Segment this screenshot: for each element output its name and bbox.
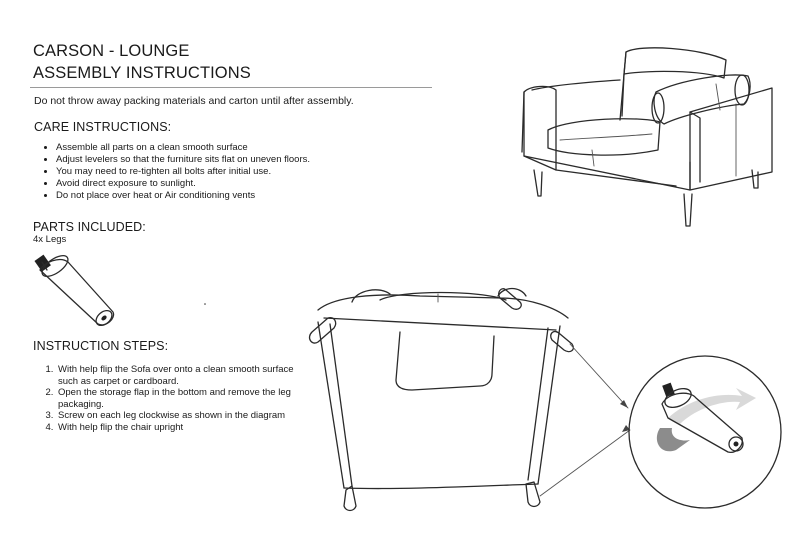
title-line-2: ASSEMBLY INSTRUCTIONS bbox=[33, 64, 251, 82]
steps-heading: INSTRUCTION STEPS: bbox=[33, 339, 169, 353]
care-item: • Avoid direct exposure to sunlight. bbox=[56, 178, 310, 190]
step-item: 2. Open the storage flap in the bottom and remove the leg packaging. bbox=[56, 387, 306, 410]
step-item: 1. With help flip the Sofa over onto a clean smooth surface such as carpet or cardboard. bbox=[56, 364, 306, 387]
packing-note: Do not throw away packing materials and carton until after assembly. bbox=[34, 95, 354, 107]
step-item: 4. With help flip the chair upright bbox=[56, 422, 306, 434]
parts-heading: PARTS INCLUDED: bbox=[33, 220, 146, 234]
care-item: • Adjust levelers so that the furniture sits flat on uneven floors. bbox=[56, 154, 310, 166]
care-item: • Assemble all parts on a clean smooth surface bbox=[56, 142, 310, 154]
care-item: • Do not place over heat or Air conditioning vents bbox=[56, 190, 310, 202]
parts-quantity: 4x Legs bbox=[33, 234, 67, 245]
title-line-1: CARSON - LOUNGE bbox=[33, 42, 190, 60]
step-item: 3. Screw on each leg clockwise as shown in the diagram bbox=[56, 410, 306, 422]
care-item: • You may need to re-tighten all bolts after initial use. bbox=[56, 166, 310, 178]
care-heading: CARE INSTRUCTIONS: bbox=[34, 120, 172, 134]
